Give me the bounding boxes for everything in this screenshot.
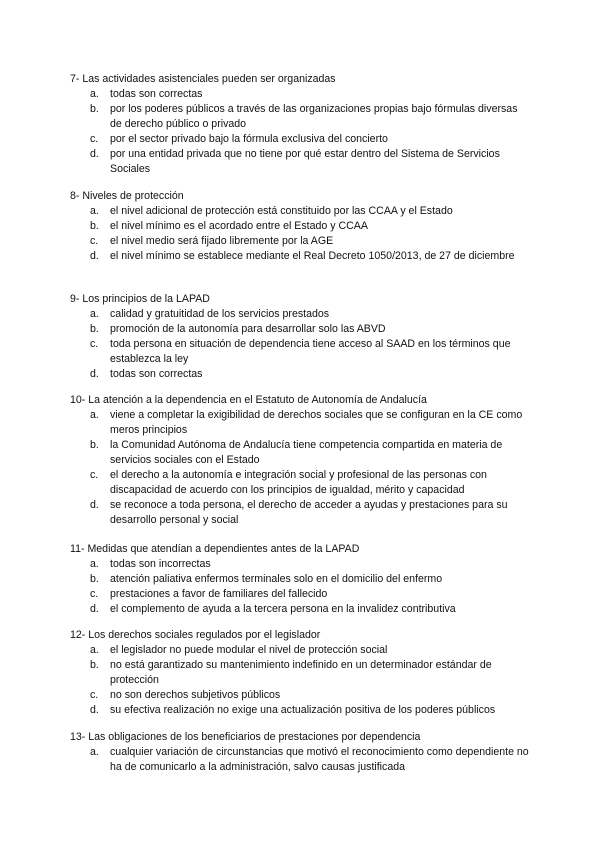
option-b <box>70 102 530 132</box>
option-c <box>70 337 530 367</box>
option-letter: c. <box>90 133 99 145</box>
question-title: 12- Los derechos sociales regulados por el legislador <box>70 629 321 641</box>
option-b <box>70 572 530 587</box>
question-11 <box>70 542 530 617</box>
option-letter: a. <box>90 558 99 570</box>
options-list <box>70 87 530 177</box>
option-text: el nivel medio será fijado libremente por la AGE <box>110 235 334 247</box>
question-title: 11- Medidas que atendían a dependientes antes de la LAPAD <box>70 543 360 555</box>
question-title: 13- Las obligaciones de los beneficiarios de prestaciones por dependencia <box>70 731 421 743</box>
options-list <box>70 408 530 528</box>
option-text: por una entidad privada que no tiene por qué estar dentro del Sistema de Servicios Sociales <box>110 148 500 175</box>
option-letter: d. <box>90 499 99 511</box>
option-text: todas son correctas <box>110 88 203 100</box>
option-c <box>70 587 530 602</box>
option-text: el nivel adicional de protección está constituido por las CCAA y el Estado <box>110 205 453 217</box>
option-letter: c. <box>90 469 99 481</box>
option-letter: b. <box>90 220 99 232</box>
option-a <box>70 307 530 322</box>
options-list <box>70 557 530 617</box>
option-text: promoción de la autonomía para desarrollar solo las ABVD <box>110 323 386 335</box>
options-list <box>70 643 530 718</box>
option-letter: d. <box>90 704 99 716</box>
question-8 <box>70 189 530 264</box>
option-d <box>70 498 530 528</box>
option-letter: a. <box>90 644 99 656</box>
option-letter: b. <box>90 103 99 115</box>
option-text: calidad y gratuitidad de los servicios prestados <box>110 308 330 320</box>
option-letter: d. <box>90 250 99 262</box>
option-text: se reconoce a toda persona, el derecho de acceder a ayudas y prestaciones para su desarrollo personal y social <box>110 499 508 526</box>
option-d <box>70 147 530 177</box>
option-text: cualquier variación de circunstancias que motivó el reconocimiento como dependiente no ha de comunicarlo a la administración, salvo causas justificada <box>110 746 529 773</box>
option-letter: a. <box>90 746 99 758</box>
options-list <box>70 745 530 775</box>
question-10 <box>70 393 530 528</box>
option-a <box>70 557 530 572</box>
option-text: la Comunidad Autónoma de Andalucía tiene competencia compartida en materia de servicios sociales con el Estado <box>110 439 503 466</box>
option-letter: c. <box>90 235 99 247</box>
option-letter: c. <box>90 588 99 600</box>
option-text: el derecho a la autonomía e integración social y profesional de las personas con discapacidad de acuerdo con los principios de igualdad, mérito y capacidad <box>110 469 487 496</box>
option-letter: b. <box>90 323 99 335</box>
option-b <box>70 658 530 688</box>
option-text: toda persona en situación de dependencia tiene acceso al SAAD en los términos que establezca la ley <box>110 338 511 365</box>
question-title: 7- Las actividades asistenciales pueden ser organizadas <box>70 73 336 85</box>
option-text: no son derechos subjetivos públicos <box>110 689 281 701</box>
option-text: por los poderes públicos a través de las organizaciones propias bajo fórmulas diversas de derecho público o privado <box>110 103 518 130</box>
option-text: atención paliativa enfermos terminales solo en el domicilio del enfermo <box>110 573 443 585</box>
option-letter: a. <box>90 409 99 421</box>
option-text: no está garantizado su mantenimiento indefinido en un determinador estándar de protección <box>110 659 492 686</box>
question-title: 9- Los principios de la LAPAD <box>70 293 210 305</box>
option-letter: d. <box>90 368 99 380</box>
option-a <box>70 87 530 102</box>
options-list <box>70 307 530 382</box>
option-text: viene a completar la exigibilidad de derechos sociales que se configuran en la CE como meros principios <box>110 409 523 436</box>
option-b <box>70 438 530 468</box>
question-12 <box>70 628 530 718</box>
option-letter: c. <box>90 338 99 350</box>
option-letter: b. <box>90 659 99 671</box>
option-c <box>70 132 530 147</box>
option-a <box>70 408 530 438</box>
question-9 <box>70 292 530 382</box>
option-letter: a. <box>90 205 99 217</box>
option-c <box>70 468 530 498</box>
option-a <box>70 745 530 775</box>
option-d <box>70 703 530 718</box>
question-13 <box>70 730 530 775</box>
option-text: todas son incorrectas <box>110 558 211 570</box>
question-title: 8- Niveles de protección <box>70 190 184 202</box>
question-title: 10- La atención a la dependencia en el Estatuto de Autonomía de Andalucía <box>70 394 427 406</box>
option-d <box>70 249 530 264</box>
option-text: el complemento de ayuda a la tercera persona en la invalidez contributiva <box>110 603 456 615</box>
option-letter: b. <box>90 573 99 585</box>
option-text: por el sector privado bajo la fórmula exclusiva del concierto <box>110 133 388 145</box>
question-7 <box>70 72 530 177</box>
option-b <box>70 219 530 234</box>
option-d <box>70 602 530 617</box>
option-a <box>70 204 530 219</box>
option-letter: a. <box>90 308 99 320</box>
option-text: el nivel mínimo se establece mediante el Real Decreto 1050/2013, de 27 de diciembre <box>110 250 515 262</box>
options-list <box>70 204 530 264</box>
option-text: su efectiva realización no exige una actualización positiva de los poderes públicos <box>110 704 496 716</box>
option-text: el nivel mínimo es el acordado entre el Estado y CCAA <box>110 220 368 232</box>
option-c <box>70 688 530 703</box>
option-letter: a. <box>90 88 99 100</box>
option-letter: d. <box>90 603 99 615</box>
option-d <box>70 367 530 382</box>
option-text: prestaciones a favor de familiares del fallecido <box>110 588 328 600</box>
option-a <box>70 643 530 658</box>
option-letter: d. <box>90 148 99 160</box>
option-text: el legislador no puede modular el nivel de protección social <box>110 644 388 656</box>
option-b <box>70 322 530 337</box>
option-c <box>70 234 530 249</box>
option-letter: b. <box>90 439 99 451</box>
option-text: todas son correctas <box>110 368 203 380</box>
option-letter: c. <box>90 689 99 701</box>
